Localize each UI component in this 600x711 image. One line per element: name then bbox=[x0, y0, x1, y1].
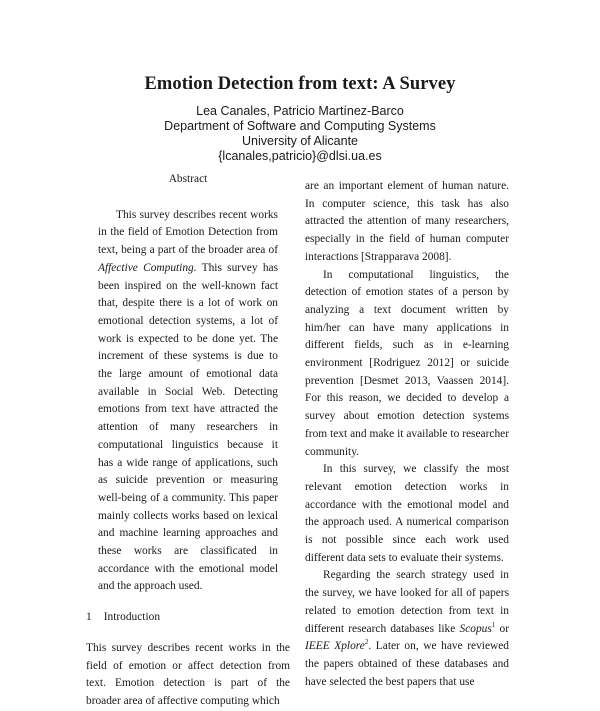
scopus-name: Scopus bbox=[459, 622, 492, 635]
body-paragraph-3 bbox=[305, 567, 509, 691]
body-paragraph-1: In computational linguistics, the detection of emotion states of a person by analyzing a text document written by him/her can have many applications in different fields, such as in e-learning environment [Rodriguez 2012] or suicide prevention [Desmet 2013, Vaassen 2014]. For this reason, we decided to develop a survey about emotion detection systems from text and make it available to researcher community. bbox=[305, 268, 509, 458]
body-text-b: or bbox=[495, 622, 509, 635]
footnote-marker-2: 2 bbox=[364, 638, 369, 647]
section-title: Introduction bbox=[103, 611, 161, 624]
paper-title: Emotion Detection from text: A Survey bbox=[144, 74, 456, 94]
author-names: Lea Canales, Patricio Martínez-Barco bbox=[196, 104, 404, 118]
section-number: 1 bbox=[86, 611, 92, 624]
author-block bbox=[0, 104, 600, 164]
department: Department of Software and Computing Systems bbox=[164, 119, 436, 133]
intro-paragraph: This survey describes recent works in the field of emotion or affect detection from text. Emotion detection is part of the broader area of affective computing which bbox=[86, 641, 290, 707]
section-heading-introduction bbox=[86, 609, 290, 627]
body-text-c: . Later on, we have reviewed the papers obtained of these databases and have selected the best papers that use bbox=[305, 640, 509, 688]
abstract-heading: Abstract bbox=[168, 173, 208, 185]
footnote-marker-1: 1 bbox=[491, 620, 496, 629]
author-emails: {lcanales,patricio}@dlsi.ua.es bbox=[218, 149, 382, 163]
abstract-emphasis: Affective Computing. bbox=[98, 261, 197, 274]
abstract-body bbox=[98, 207, 278, 596]
left-column bbox=[86, 171, 290, 711]
body-text-a: Regarding the search strategy used in the survey, we have looked for all of papers related to emotion detection from text in different research databases like bbox=[305, 569, 509, 635]
ieee-xplore-name: IEEE Xplore bbox=[305, 640, 365, 653]
abstract-paragraph bbox=[98, 207, 278, 596]
right-column bbox=[305, 178, 509, 691]
body-paragraph-0: are an important element of human nature. In computer science, this task has also attracted the attention of many researchers, especially in the field of human computer interactions [Strapparava 2008]. bbox=[305, 180, 509, 263]
body-paragraph-2: In this survey, we classify the most relevant emotion detection works in accordance with the emotional model and the approach used. A numerical comparison is not possible since each work used different data sets to evaluate their systems. bbox=[305, 463, 509, 564]
abstract-text-b: This survey has been inspired on the well-known fact that, despite there is a lot of work on emotional detection systems, a lot of work is expected to be done yet. The increment of these systems is due to the large amount of emotional data available in Social Web. Detecting emotions from text have attracted the attention of many researchers in computational linguistics because it has a wide range of applications, such as suicide prevention or measuring well-being of a community. This paper mainly collects works based on lexical and machine learning approaches and these works are classificated in accordance with the emotional model and the approach used. bbox=[98, 261, 278, 593]
university: University of Alicante bbox=[241, 134, 359, 148]
abstract-text-a: This survey describes recent works in the field of Emotion Detection from text, being a part of the broader area of bbox=[98, 208, 278, 257]
